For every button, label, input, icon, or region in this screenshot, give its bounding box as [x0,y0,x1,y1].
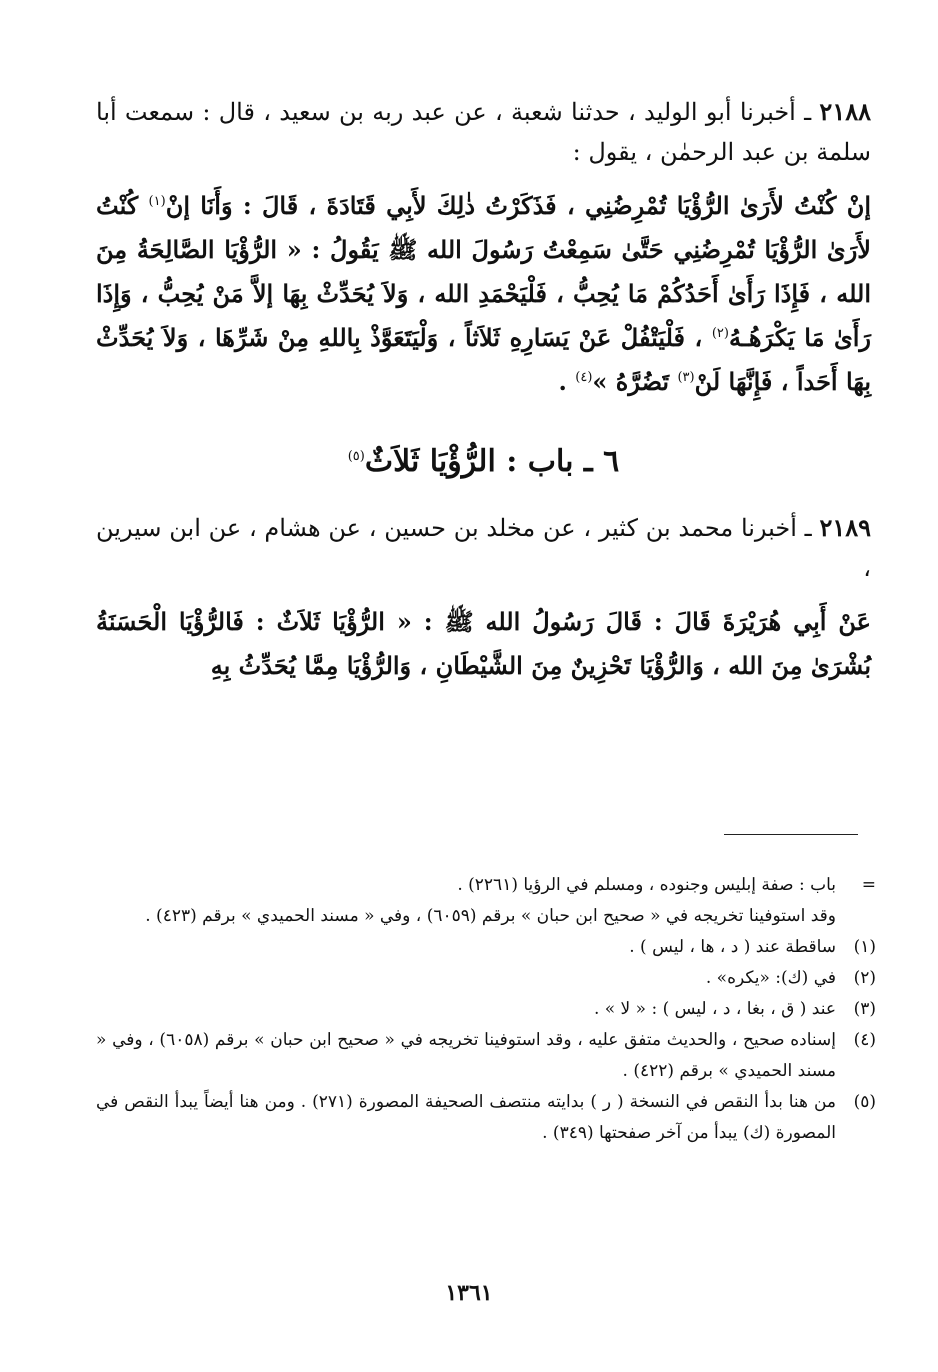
footnote-item [96,1087,876,1149]
footnote-mark: (٢) [853,968,876,988]
isnad-text: ـ أخبرنا أبو الوليد ، حدثنا شعبة ، عن عبد ربه بن سعيد ، قال : سمعت أبا سلمة بن عبد الرحمٰن ، يقول : [96,98,871,166]
hadith-number: ٢١٨٨ [819,97,871,126]
footnote-mark: (٤) [853,1030,876,1050]
footnote-separator [724,834,858,835]
isnad-text: ـ أخبرنا محمد بن كثير ، عن مخلد بن حسين ، عن هشام ، عن ابن سيرين ، [96,514,871,582]
footnote-ref-4[interactable]: (٤) [575,370,593,385]
footnote-mark: (١) [853,937,876,957]
hadith-text-part: عَنْ أَبِي هُرَيْرَةَ قَالَ : قَالَ رَسُولُ الله ﷺ : « الرُّؤْيَا ثَلاَثٌ : فَالرُّؤْيَا الْحَسَنَةُ بُشْرَىٰ مِنَ الله ، وَالرُّؤْيَا تَحْزِينٌ مِنَ الشَّيْطَانِ ، وَالرُّؤْيَا مِمَّا يُحَدِّثُ بِهِ [96,607,871,680]
continuation-mark: = [861,875,876,895]
hadith-text-part: تَضُرَّهُ » [592,367,678,396]
footnote-text: ساقطة عند ( د ، ها ، ليس ) . [629,937,836,957]
footnote-text: عند ( ق ، بغا ، د ، ليس ) : « لا » . [593,999,836,1019]
hadith-2188-text [96,184,871,404]
hadith-number: ٢١٨٩ [819,513,872,542]
footnote-ref-1[interactable]: (١) [148,194,166,209]
footnote-text: في (ك): «يكره» . [705,968,836,988]
footnote-ref-5[interactable]: (٥) [347,449,365,464]
hadith-text-end: . [558,367,576,396]
footnote-mark: (٥) [853,1092,876,1112]
footnote-ref-2[interactable]: (٢) [711,326,729,341]
footnote-text: من هنا بدأ النقص في النسخة ( ر ) بدايته منتصف الصحيفة المصورة (٢٧١) . ومن هنا أيضاً يبدأ النقص في المصورة (ك) يبدأ من آخر صفحتها (٣٤٩) . [96,1092,836,1143]
hadith-text-part: كُنْتُ لأَرَىٰ الرُّؤْيَا تُمْرِضُنِي حَتَّىٰ سَمِعْتُ رَسُولَ الله ﷺ يَقُولُ : « الرُّؤْيَا الصَّالِحَةُ مِنَ الله ، فَإِذَا رَأَىٰ أَحَدُكُمْ مَا يُحِبُّ ، فَلْيَحْمَدِ الله ، وَلاَ يُحَدِّثْ بِهَا إلاَّ مَنْ يُحِبُّ ، وَإِذَا رَأَىٰ مَا يَكْرَهُـهُ [96,191,871,352]
page-number: ١٣٦١ [445,1280,493,1306]
hadith-text-part: إنْ كُنْتُ لأَرَىٰ الرُّؤْيَا تُمْرِضُنِي ، فَذَكَرْتُ ذٰلِكَ لأَبِي قَتَادَةَ ، قَالَ : وَأَنَا إنْ [165,191,871,220]
hadith-2189-text [96,600,871,688]
footnote-mark: (٣) [853,999,876,1019]
footnote-text: إسناده صحيح ، والحديث متفق عليه ، وقد استوفينا تخريجه في « صحيح ابن حبان » برقم (٦٠٥٨) ، وفي « مسند الحميدي » برقم (٤٢٢) . [96,1030,836,1081]
footnote-text: باب : صفة إبليس وجنوده ، ومسلم في الرؤيا (٢٢٦١) . [457,875,836,895]
hadith-text-part: ، فَلْيَتْفُلْ عَنْ يَسَارِهِ ثَلاَثاً ، وَلْيَتَعَوَّذْ بِاللهِ مِنْ شَرِّهَا ، وَلاَ يُحَدِّثْ بِهَا أَحَداً ، فَإِنَّهَا لَنْ [96,323,871,396]
footnote-item [96,994,876,1025]
footnote-continuation [96,870,876,901]
hadith-2189-isnad [96,508,871,588]
footnote-item [96,932,876,963]
footnote-continuation-line: وقد استوفينا تخريجه في « صحيح ابن حبان » برقم (٦٠٥٩) ، وفي « مسند الحميدي » برقم (٤٢٣) . [145,906,836,926]
footnote-item [96,963,876,994]
chapter-heading [96,438,871,486]
footnote-item [96,1025,876,1087]
footnotes [96,870,876,1149]
main-text [96,92,871,688]
hadith-2188-isnad [96,92,871,172]
chapter-title: ٦ ـ باب : الرُّؤْيَا ثَلاَثٌ [364,444,620,479]
footnote-ref-3[interactable]: (٣) [677,370,695,385]
